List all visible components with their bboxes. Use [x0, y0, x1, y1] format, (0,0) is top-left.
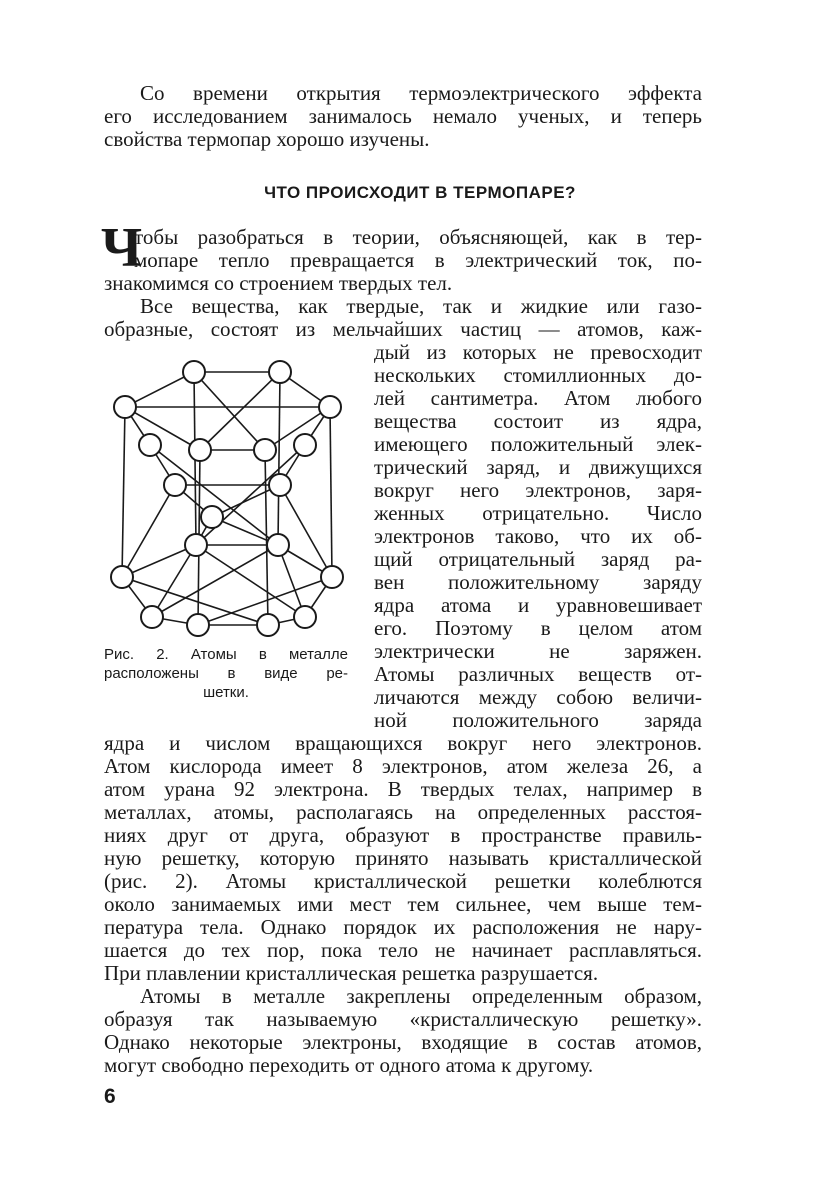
atom [189, 439, 211, 461]
caption-line: Рис. 2. Атомы в металле [104, 646, 348, 663]
text-line: ядра и числом вращающихся вокруг него электронов. [104, 731, 702, 755]
text-line: ниях друг от друга, образуют в пространстве правиль- [104, 823, 702, 847]
text-line: женных отрицательно. Число [374, 501, 702, 525]
text-line: дый из которых не превосходит [374, 340, 702, 364]
atoms-paragraph-start [104, 295, 702, 341]
text-line: металлах, атомы, располагаясь на определенных расстоя- [104, 800, 702, 824]
text-line: Атомы в металле закреплены определенным образом, [140, 984, 702, 1008]
text-line: его исследованием занималось немало ученых, и теперь [104, 104, 702, 128]
text-line: электрически не заряжен. [374, 639, 702, 663]
text-line: ную решетку, которую принято называть кристаллической [104, 846, 702, 870]
atom [187, 614, 209, 636]
intro-paragraph [104, 82, 702, 151]
dropcap-paragraph-end [104, 272, 702, 295]
text-line: (рис. 2). Атомы кристаллической решетки колеблются [104, 869, 702, 893]
text-line: лей сантиметра. Атом любого [374, 386, 702, 410]
atom [111, 566, 133, 588]
atom [319, 396, 341, 418]
atom [183, 361, 205, 383]
text-line: ядра атома и уравновешивает [374, 593, 702, 617]
text-line: При плавлении кристаллическая решетка разрушается. [104, 961, 599, 985]
atom [269, 361, 291, 383]
lattice-bonds [122, 372, 332, 625]
text-line: Однако некоторые электроны, входящие в состав атомов, [104, 1030, 702, 1054]
dropcap-paragraph-lines [134, 226, 702, 272]
atoms-paragraph-wrap [374, 341, 702, 732]
atom [185, 534, 207, 556]
drop-cap: Ч [101, 217, 143, 279]
text-line: Все вещества, как твердые, так и жидкие или газо- [140, 294, 702, 318]
atom [164, 474, 186, 496]
atom [294, 434, 316, 456]
atom [141, 606, 163, 628]
text-line: Атомы различных веществ от- [374, 662, 702, 686]
figure-caption [104, 645, 348, 702]
text-line: его. Поэтому в целом атом [374, 616, 702, 640]
text-line: Атом кислорода имеет 8 электронов, атом железа 26, а [104, 754, 702, 778]
text-line: шается до тех пор, пока тело не начинает расплавляться. [104, 938, 702, 962]
atom [257, 614, 279, 636]
text-line: нескольких стомиллионных до- [374, 363, 702, 387]
text-line: вен положительному заряду [374, 570, 702, 594]
atom [254, 439, 276, 461]
text-line: образные, состоят из мельчайших частиц — атомов, каж- [104, 317, 702, 341]
atom [139, 434, 161, 456]
page-number: 6 [104, 1085, 116, 1108]
text-line: вокруг него электронов, заря- [374, 478, 702, 502]
text-line: Со времени открытия термоэлектрического эффекта [140, 81, 702, 105]
text-line: свойства термопар хорошо изучены. [104, 127, 430, 151]
text-line: вещества состоит из ядра, [374, 409, 702, 433]
caption-line: шетки. [203, 684, 249, 701]
text-line: знакомимся со строением твердых тел. [104, 271, 453, 295]
atom [267, 534, 289, 556]
text-line: щий отрицательный заряд ра- [374, 547, 702, 571]
atom [201, 506, 223, 528]
caption-line: расположены в виде ре- [104, 665, 348, 682]
atom [321, 566, 343, 588]
atom [114, 396, 136, 418]
crystal-lattice-figure [100, 345, 350, 640]
text-line: могут свободно переходить от одного атома к другому. [104, 1053, 594, 1077]
text-line: личаются между собою величи- [374, 685, 702, 709]
text-line: имеющего положительный элек- [374, 432, 702, 456]
text-line: ной положительного заряда [374, 708, 702, 732]
text-line: около занимаемых ими мест тем сильнее, чем выше тем- [104, 892, 702, 916]
text-line: атом урана 92 электрона. В твердых телах, например в [104, 777, 702, 801]
section-heading: ЧТО ПРОИСХОДИТ В ТЕРМОПАРЕ? [264, 183, 576, 202]
text-line: мопаре тепло превращается в электрический ток, по- [134, 248, 702, 272]
text-line: трический заряд, и движущихся [374, 455, 702, 479]
text-line: образуя так называемую «кристаллическую решетку». [104, 1007, 702, 1031]
electrons-paragraph [104, 985, 702, 1077]
text-line: тобы разобраться в теории, объясняющей, как в тер- [134, 225, 702, 249]
text-line: электронов таково, что их об- [374, 524, 702, 548]
atom [294, 606, 316, 628]
text-line: пература тела. Однако порядок их расположения не нару- [104, 915, 702, 939]
atoms-paragraph-rest [104, 732, 702, 985]
atom [269, 474, 291, 496]
